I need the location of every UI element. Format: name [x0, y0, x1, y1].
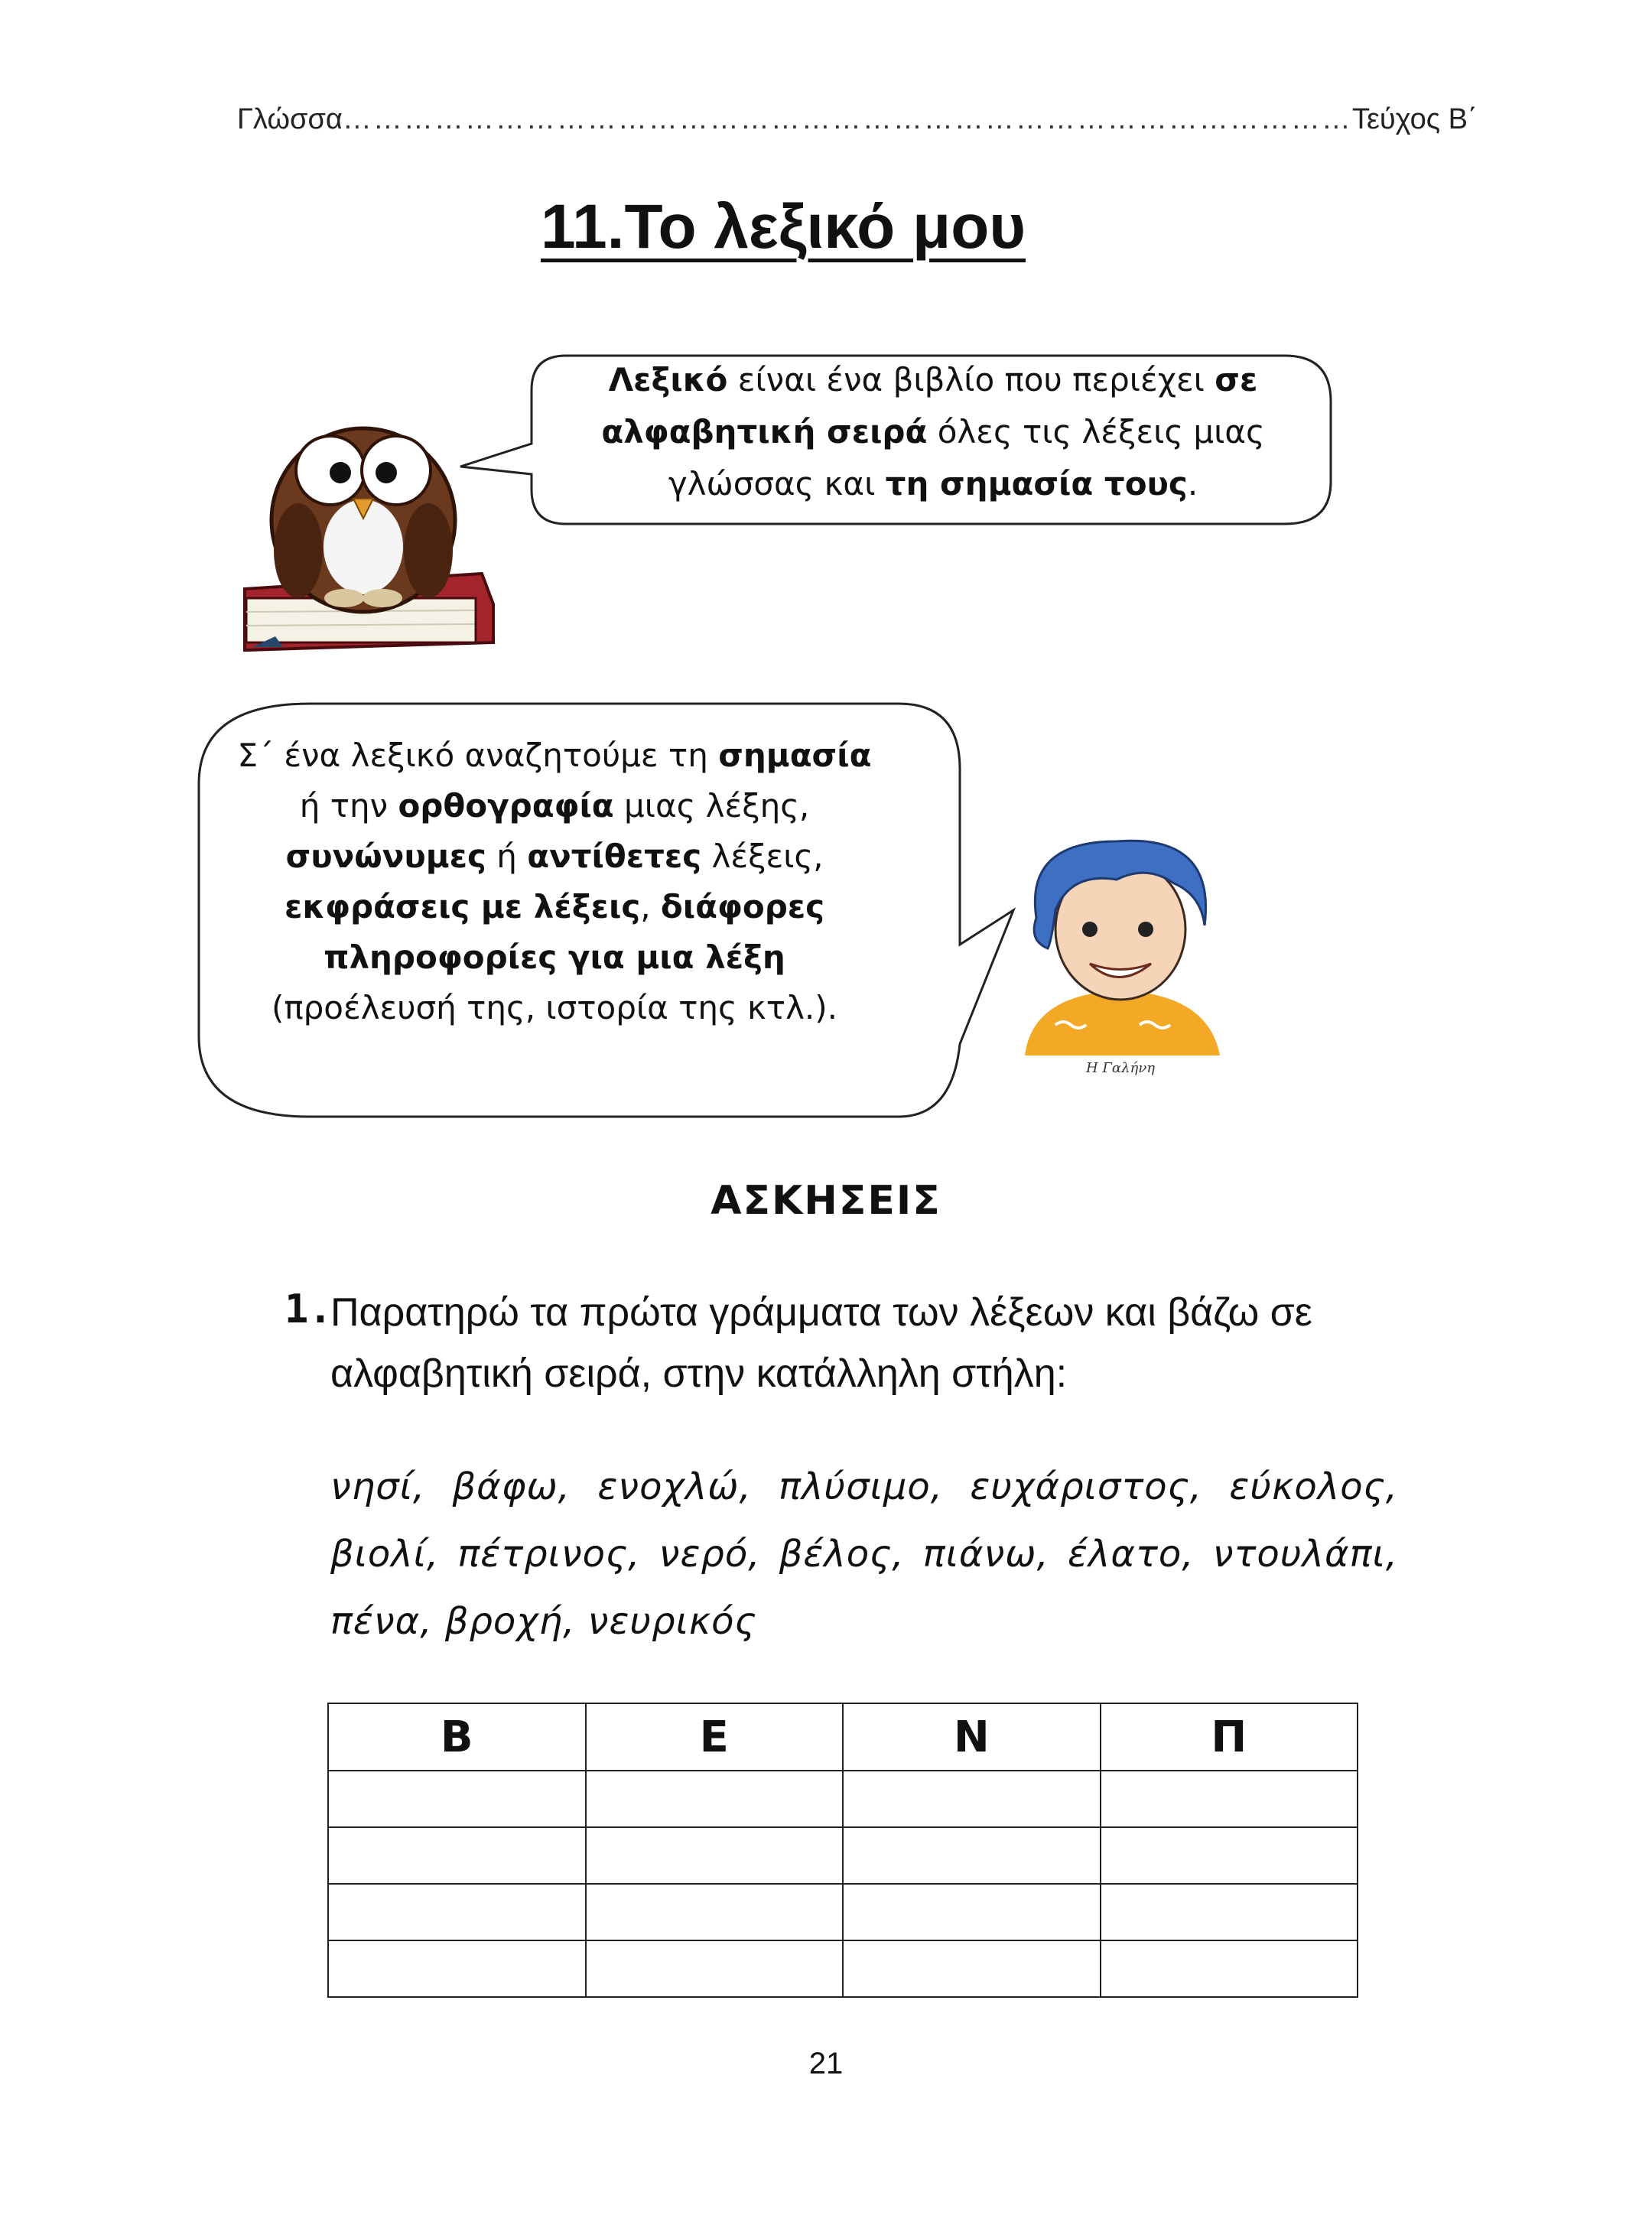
answer-cell[interactable]: [328, 1771, 586, 1827]
page-title: 11.Το λεξικό μου: [540, 192, 1026, 262]
page-header: [237, 90, 1478, 136]
owl-bubble-text: [581, 354, 1285, 510]
girl-bubble-text-segment: Σ΄ ένα λεξικό αναζητούμε τη: [237, 737, 719, 774]
girl-bubble-text: [237, 730, 872, 1033]
girl-bubble-text-segment: ή: [486, 838, 528, 875]
girl-bubble-text-segment: σημασία: [718, 737, 872, 774]
answer-cell[interactable]: [586, 1771, 844, 1827]
column-header: Ν: [843, 1703, 1101, 1771]
table-header-row: [328, 1703, 1358, 1771]
table-row: [328, 1771, 1358, 1827]
answer-cell[interactable]: [328, 1940, 586, 1997]
owl-bubble-text-segment: τη σημασία τους: [885, 465, 1188, 503]
header-subject: Γλώσσα: [237, 103, 343, 135]
column-header: Β: [328, 1703, 586, 1771]
answer-cell[interactable]: [328, 1827, 586, 1884]
table-row: [328, 1940, 1358, 1997]
girl-bubble-text-segment: (προέλευσή της, ιστορία της κτλ.).: [271, 989, 838, 1026]
alphabet-columns-table: [327, 1703, 1358, 1998]
girl-bubble-text-segment: αντίθετες: [527, 838, 702, 875]
answer-cell[interactable]: [843, 1884, 1101, 1940]
header-dots: ………………………………………………………………………………………: [342, 103, 1352, 135]
answer-cell[interactable]: [586, 1884, 844, 1940]
answer-cell[interactable]: [328, 1884, 586, 1940]
girl-bubble-text-segment: διάφορες πληροφορίες για μια λέξη: [324, 888, 825, 976]
answer-cell[interactable]: [843, 1827, 1101, 1884]
exercise-instruction: Παρατηρώ τα πρώτα γράμματα των λέξεων και βάζω σε αλφαβητική σειρά, στην κατάλληλη στήλη:: [330, 1290, 1312, 1396]
girl-bubble-text-segment: λέξεις,: [701, 838, 824, 875]
owl-bubble-text-segment: είναι ένα βιβλίο που περιέχει: [727, 361, 1215, 398]
exercise-number: 1.: [285, 1286, 333, 1332]
column-header: Ε: [586, 1703, 844, 1771]
answer-cell[interactable]: [1101, 1827, 1358, 1884]
answer-cell[interactable]: [1101, 1940, 1358, 1997]
girl-bubble-text-segment: εκφράσεις με λέξεις: [284, 888, 641, 925]
answer-cell[interactable]: [1101, 1771, 1358, 1827]
table-row: [328, 1827, 1358, 1884]
girl-bubble-text-segment: συνώνυμες: [285, 838, 486, 875]
column-header: Π: [1101, 1703, 1358, 1771]
answer-cell[interactable]: [586, 1940, 844, 1997]
answer-cell[interactable]: [843, 1940, 1101, 1997]
owl-bubble-text-segment: .: [1187, 465, 1198, 503]
girl-bubble-text-segment: ,: [640, 888, 661, 925]
answer-cell[interactable]: [843, 1771, 1101, 1827]
answer-cell[interactable]: [1101, 1884, 1358, 1940]
owl-bubble-text-segment: Λεξικό: [608, 361, 728, 398]
girl-bubble-text-segment: ή την: [299, 787, 398, 825]
table-row: [328, 1884, 1358, 1940]
girl-bubble-text-segment: μιας λέξης,: [613, 787, 810, 825]
answer-cell[interactable]: [586, 1827, 844, 1884]
exercise-word-list: νησί, βάφω, ενοχλώ, πλύσιμο, ευχάριστος, εύκολος, βιολί, πέτρινος, νερό, βέλος, πιάνω, έλατο, ντουλάπι, πένα, βροχή, νευρικός: [330, 1465, 1398, 1643]
girl-caption: Η Γαλήνη: [1086, 1060, 1155, 1076]
owl-bubble-text-segment: όλες τις λέξεις μιας γλώσσας και: [668, 413, 1265, 503]
owl-bubble-text-segment: σε αλφαβητική σειρά: [601, 361, 1258, 450]
exercises-heading: ΑΣΚΗΣΕΙΣ: [711, 1178, 941, 1224]
girl-bubble-text-segment: ορθογραφία: [398, 787, 614, 825]
page-number: 21: [808, 2047, 844, 2080]
girl-galini-illustration: [1010, 826, 1231, 1055]
header-issue: Τεύχος Β΄: [1351, 103, 1478, 135]
